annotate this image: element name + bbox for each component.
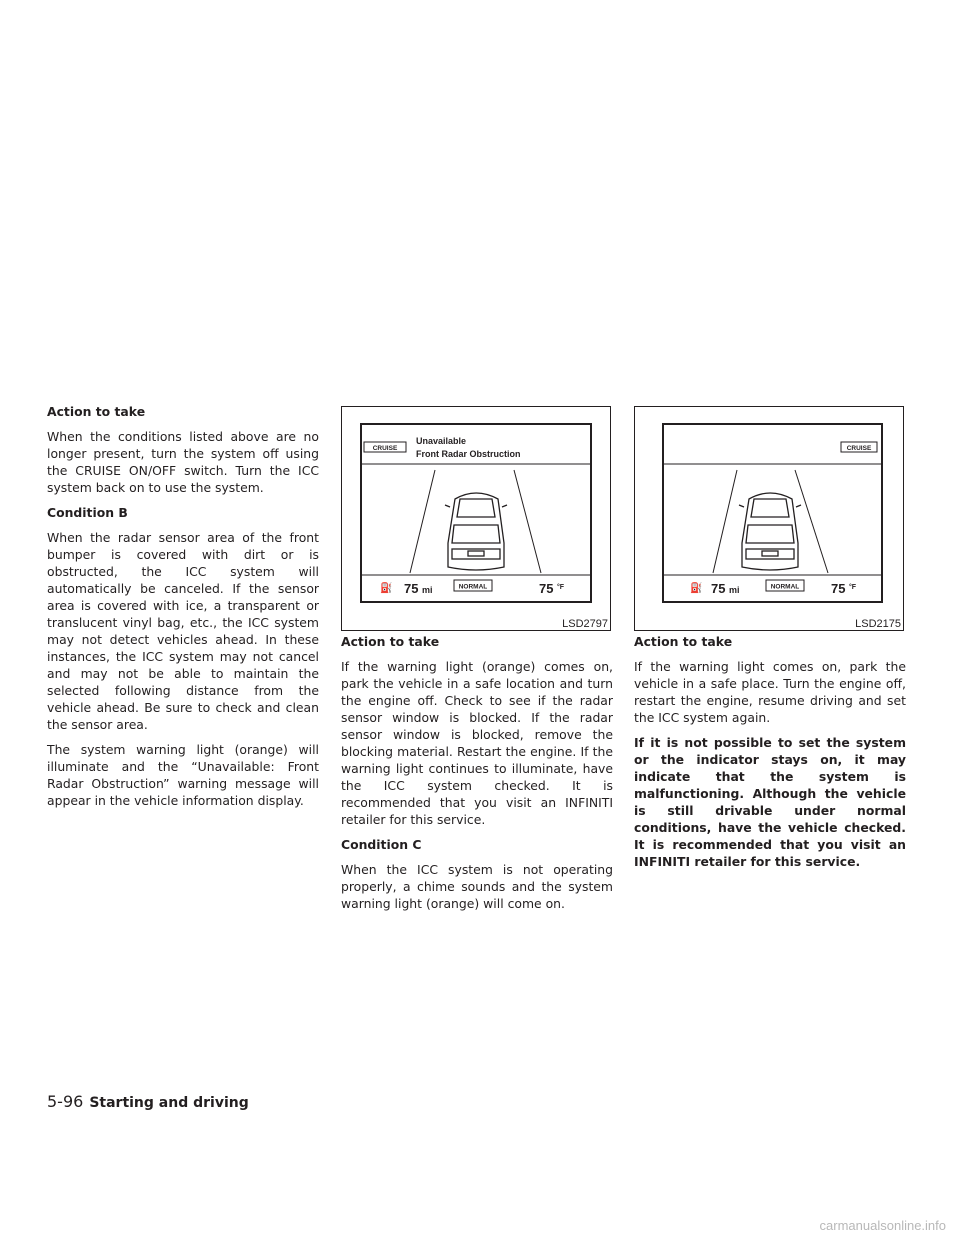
watermark: carmanualsonline.info bbox=[819, 1218, 946, 1233]
car-icon bbox=[445, 493, 507, 570]
range-value: 75 bbox=[404, 581, 419, 596]
cruise-label: CRUISE bbox=[372, 445, 398, 452]
heading-condition-b: Condition B bbox=[47, 505, 128, 520]
heading-action-to-take: Action to take bbox=[341, 634, 440, 649]
paragraph: When the conditions listed above are no longer present, turn the system off using the CRUISE ON/OFF switch. Turn the ICC system back on to use the system. bbox=[47, 429, 319, 495]
fuel-icon: ⛽ bbox=[380, 583, 393, 594]
warning-message-line1: Unavailable bbox=[416, 436, 467, 446]
section-title: Starting and driving bbox=[89, 1095, 249, 1111]
range-unit: mi bbox=[422, 585, 433, 595]
lane-line-right bbox=[795, 470, 828, 573]
lane-line-left bbox=[410, 470, 435, 573]
display-illustration bbox=[635, 407, 903, 630]
range-value: 75 bbox=[711, 581, 726, 596]
paragraph: When the radar sensor area of the front bumper is covered with dirt or is obstructed, the ICC system will automatically be canceled. If the sensor area is covered with ice, a transparent or translucent vinyl bag, etc., the ICC system may not detect vehicles ahead. In these instances, the ICC system may not cancel and may not be able to maintain the selected following distance from the vehicle ahead. Be sure to check and clean the sensor area. bbox=[47, 530, 319, 732]
temperature-unit: °F bbox=[557, 584, 565, 591]
paragraph: When the ICC system is not operating properly, a chime sounds and the system warning light (orange) will come on. bbox=[341, 862, 613, 911]
range-unit: mi bbox=[729, 585, 740, 595]
lane-line-left bbox=[713, 470, 737, 573]
heading-action-to-take: Action to take bbox=[47, 404, 146, 419]
figure-radar-obstruction-display bbox=[341, 406, 611, 631]
temperature-value: 75 bbox=[539, 581, 554, 596]
figure-code: LSD2175 bbox=[855, 618, 901, 630]
figure-code: LSD2797 bbox=[562, 618, 608, 630]
paragraph: If the warning light (orange) comes on, park the vehicle in a safe location and turn the engine off. Check to see if the radar sensor window is blocked. If the radar sensor window is blocked, remove the blocking material. Restart the engine. If the warning light continues to illuminate, have the ICC system checked. It is recommended that you visit an INFINITI retailer for this service. bbox=[341, 659, 613, 827]
car-icon bbox=[739, 493, 801, 570]
left-column bbox=[47, 403, 319, 817]
paragraph: If the warning light comes on, park the vehicle in a safe place. Turn the engine off, restart the engine, resume driving and set the ICC system again. bbox=[634, 659, 906, 725]
temperature-unit: °F bbox=[849, 584, 857, 591]
drive-mode: NORMAL bbox=[458, 583, 488, 591]
heading-condition-c: Condition C bbox=[341, 837, 422, 852]
display-illustration bbox=[342, 407, 610, 630]
page-footer bbox=[47, 1092, 249, 1111]
warning-message-line2: Front Radar Obstruction bbox=[416, 449, 521, 459]
temperature-value: 75 bbox=[831, 581, 846, 596]
figure-cruise-display bbox=[634, 406, 904, 631]
page-number: 5-96 bbox=[47, 1092, 84, 1111]
heading-action-to-take: Action to take bbox=[634, 634, 733, 649]
paragraph: The system warning light (orange) will illuminate and the “Unavailable: Front Radar Obstruction” warning message will appear in the vehicle information display. bbox=[47, 742, 319, 808]
middle-column bbox=[341, 633, 613, 920]
drive-mode: NORMAL bbox=[770, 583, 800, 591]
cruise-label: CRUISE bbox=[846, 445, 872, 452]
right-column bbox=[634, 633, 906, 878]
bold-notice: If it is not possible to set the system or the indicator stays on, it may indicate that the system is malfunctioning. Although the vehicle is still drivable under normal conditions, have the vehicle checked. It is recommended that you visit an INFINITI retailer for this service. bbox=[634, 735, 906, 869]
lane-line-right bbox=[514, 470, 541, 573]
fuel-icon: ⛽ bbox=[690, 583, 703, 594]
